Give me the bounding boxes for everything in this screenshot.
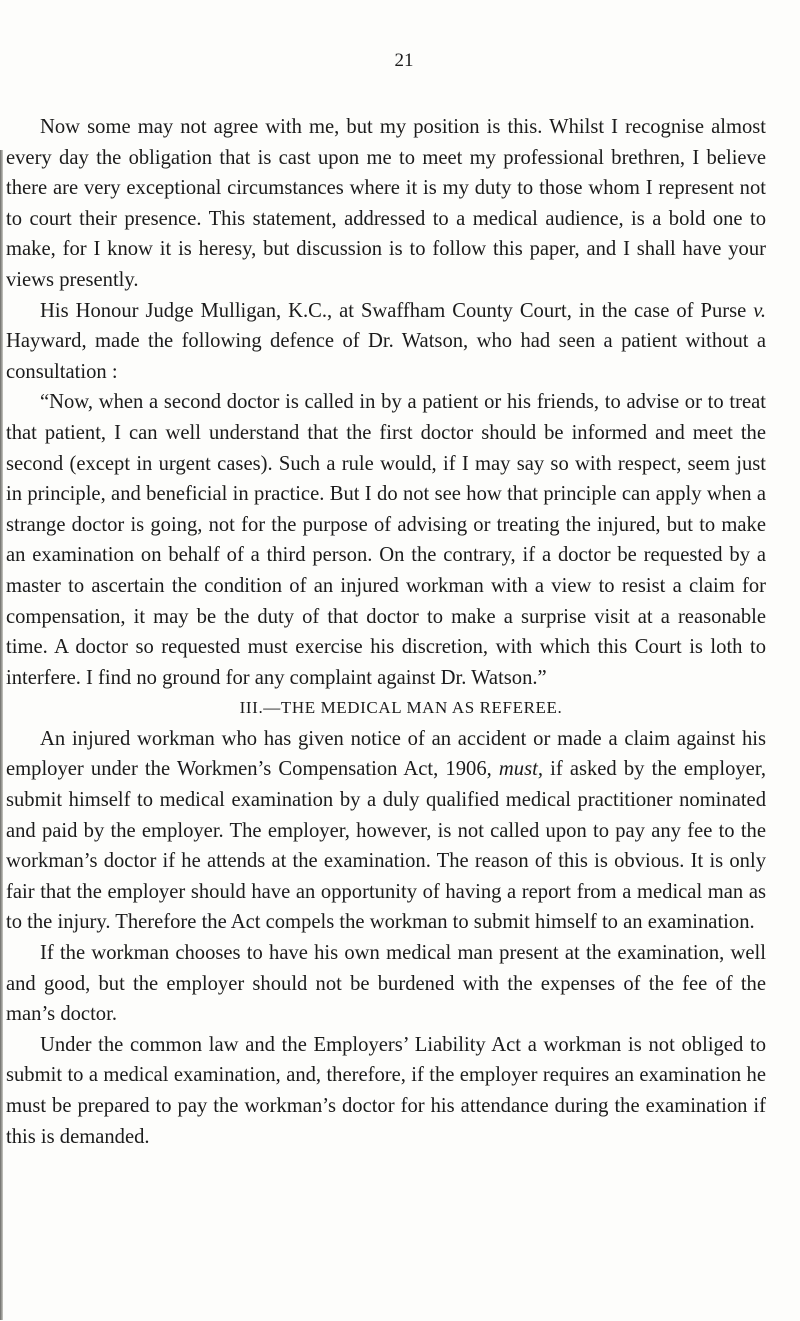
versus-italic: v. (753, 299, 766, 322)
section-heading: III.—THE MEDICAL MAN AS REFEREE. (239, 698, 563, 718)
paragraph-judge-mulligan (6, 296, 766, 388)
page-edge-shadow (0, 150, 3, 1320)
paragraph-workman-text-a: An injured workman who has given notice of an accident or made a claim against his employer under the Workmen’s Compensation Act, 1906, (6, 727, 766, 781)
paragraph-position: Now some may not agree with me, but my position is this. Whilst I recognise almost every day the obligation that is cast upon me to meet my professional brethren, I believe there are very exceptional circumstances where it is my duty to those whom I represent not to court their presence. This statement, addressed to a medical audience, is a bold one to make, for I know it is heresy, but discussion is to follow this paper, and I shall have your views presently. (6, 116, 766, 291)
body-text (6, 112, 766, 1152)
paragraph-own-medical-man: If the workman chooses to have his own medical man present at the examination, well and good, but the employer should not be burdened with the expenses of the fee of the man’s doctor. (6, 942, 766, 1026)
paragraph-judge-text-a: His Honour Judge Mulligan, K.C., at Swaffham County Court, in the case of Purse (40, 299, 754, 322)
paragraph-common-law: Under the common law and the Employers’ Liability Act a workman is not obliged to submit to a medical examination, and, therefore, if the employer requires an examination he must be prepared to pay the workman’s doctor for his attendance during the examination if this is demanded. (6, 1033, 766, 1148)
quotation-judgment: “Now, when a second doctor is called in by a patient or his friends, to advise or to treat that patient, I can well understand that the first doctor should be informed and meet the second (except in urgent cases). Such a rule would, if I may say so with respect, seem just in principle, and beneficial in practice. But I do not see how that principle can apply when a strange doctor is going, not for the purpose of advising or treating the injured, but to make an examination on behalf of a third person. On the contrary, if a doctor be requested by a master to ascertain the condition of an injured workman with a view to resist a claim for compensation, it may be the duty of that doctor to make a surprise visit at a reasonable time. A doctor so requested must exercise his discretion, with which this Court is loth to interfere. I find no ground for any complaint against Dr. Watson.” (6, 391, 766, 689)
paragraph-workman-text-b: if asked by the employer, submit himself to medical examination by a duly qualified medical practitioner nominated and paid by the employer. The employer, however, is not called upon to pay any fee to the workman’s doctor if he attends at the examination. The reason of this is obvious. It is only fair that the employer should have an opportunity of having a report from a medical man as to the injury. Therefore the Act compels the workman to submit himself to an examination. (6, 758, 766, 934)
page-number: 21 (394, 50, 414, 71)
paragraph-judge-text-b: Hayward, made the following defence of Dr. Watson, who had seen a patient without a consultation : (6, 330, 766, 383)
paragraph-injured-workman (6, 724, 766, 938)
must-italic: must, (498, 758, 543, 781)
